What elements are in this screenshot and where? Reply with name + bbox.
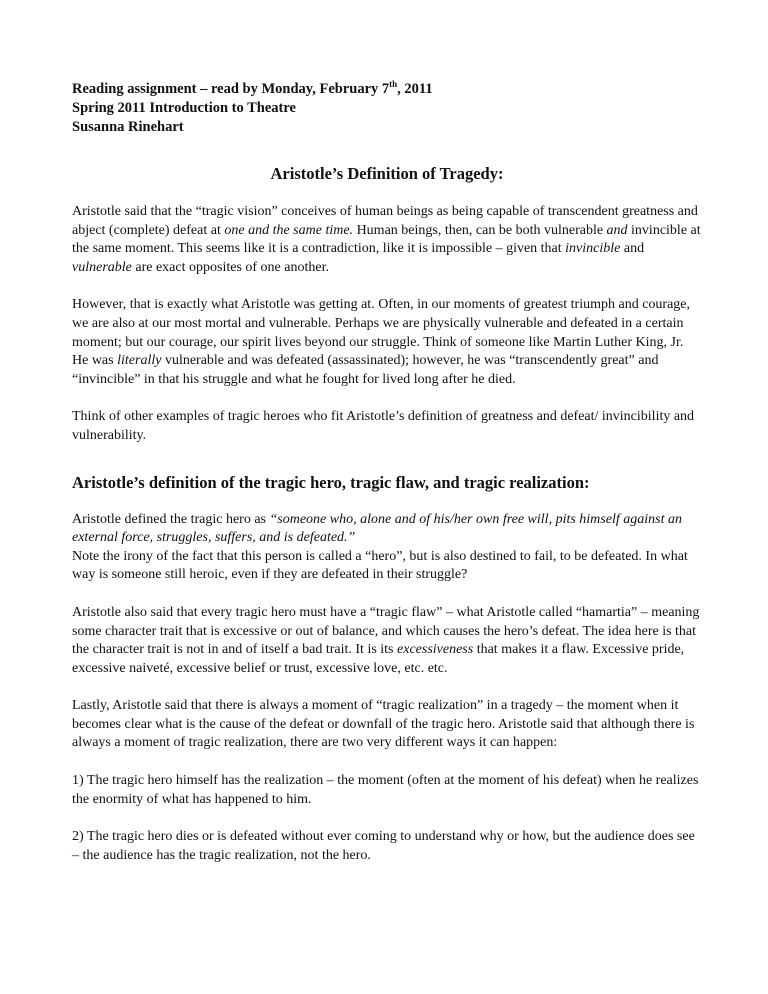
due-superscript: th bbox=[389, 79, 398, 90]
course-line: Spring 2011 Introduction to Theatre bbox=[72, 100, 296, 116]
p1-italic-f: invincible bbox=[565, 241, 621, 257]
assignment-due-line bbox=[72, 80, 702, 99]
p4-italic-quote: “someone who, alone and of his/her own free will, pits himself against an external force, struggles, suffers, and is defeated.” bbox=[72, 511, 682, 546]
p1-text-e: invincible at the same moment. This seems like it is a contradiction, like it is impossible – given that bbox=[72, 222, 701, 257]
p5-text-c: that makes it a flaw. Excessive pride, excessive naiveté, excessive belief or trust, excessive love, etc. etc. bbox=[72, 642, 685, 676]
paragraph-think-examples: Think of other examples of tragic heroes who fit Aristotle’s definition of greatness and defeat/ invincibility and vulnerability. bbox=[72, 409, 695, 443]
author-line: Susanna Rinehart bbox=[72, 119, 184, 135]
p1-italic-h: vulnerable bbox=[72, 259, 132, 275]
p1-italic-d: and bbox=[606, 222, 628, 238]
document-page bbox=[72, 80, 702, 865]
p5-italic-b: excessiveness bbox=[397, 642, 474, 658]
paragraph-tragic-vision bbox=[72, 203, 702, 277]
p1-text-a: Aristotle said that the “tragic vision” conceives of human beings as being capable of transcendent greatness and abject (complete) defeat at bbox=[72, 204, 698, 238]
paragraph-realization-way-1: 1) The tragic hero himself has the realization – the moment (often at the moment of his defeat) when he realizes the enormity of what has happened to him. bbox=[72, 773, 699, 807]
p1-text-g: and bbox=[620, 241, 645, 257]
p5-text-a: Aristotle also said that every tragic hero must have a “tragic flaw” – what Aristotle called “hamartia” – meaning some character trait that is excessive or out of balance, and which causes the hero’s defeat. The idea here is that the character trait is not in and of itself a bad trait. It is its bbox=[72, 604, 700, 658]
p2-text-a: However, that is exactly what Aristotle was getting at. Often, in our moments of greatest triumph and courage, we are also at our most mortal and vulnerable. Perhaps we are physically vulnerable and defeated in a certain moment; but our courage, our spirit lives beyond our struggle. Think of someone like Martin Luther King, Jr. He was bbox=[72, 297, 690, 369]
p2-text-c: vulnerable and was defeated (assassinated); however, he was “transcendently great” and “invincible” in that his struggle and what he fought for lived long after he died. bbox=[72, 353, 659, 387]
due-year: , 2011 bbox=[397, 81, 433, 97]
p1-italic-b: one and the same time. bbox=[224, 222, 354, 238]
paragraph-tragic-realization: Lastly, Aristotle said that there is always a moment of “tragic realization” in a tragedy – the moment when it becomes clear what is the cause of the defeat or downfall of the tragic hero. Aristotle said that although there is always a moment of tragic realization, there are two very different ways it can happen: bbox=[72, 698, 695, 751]
p1-text-i: are exact opposites of one another. bbox=[131, 259, 329, 275]
paragraph-tragic-hero-definition bbox=[72, 511, 702, 585]
p1-text-c: Human beings, then, can be both vulnerable bbox=[353, 222, 607, 238]
page-title: Aristotle’s Definition of Tragedy: bbox=[270, 164, 504, 183]
section-title-tragic-hero: Aristotle’s definition of the tragic hero, tragic flaw, and tragic realization: bbox=[72, 472, 590, 492]
p4-text-c: Note the irony of the fact that this person is called a “hero”, but is also destined to fail, to be defeated. In what way is someone still heroic, even if they are defeated in their struggle? bbox=[72, 548, 688, 583]
p2-italic-b: literally bbox=[117, 353, 162, 369]
paragraph-tragic-flaw bbox=[72, 604, 702, 678]
due-text: Reading assignment – read by Monday, February 7 bbox=[72, 81, 390, 97]
paragraph-realization-way-2: 2) The tragic hero dies or is defeated without ever coming to understand why or how, but the audience does see – the audience has the tragic realization, not the hero. bbox=[72, 829, 695, 863]
paragraph-mlk-example bbox=[72, 296, 702, 389]
p4-text-a: Aristotle defined the tragic hero as bbox=[72, 511, 270, 527]
